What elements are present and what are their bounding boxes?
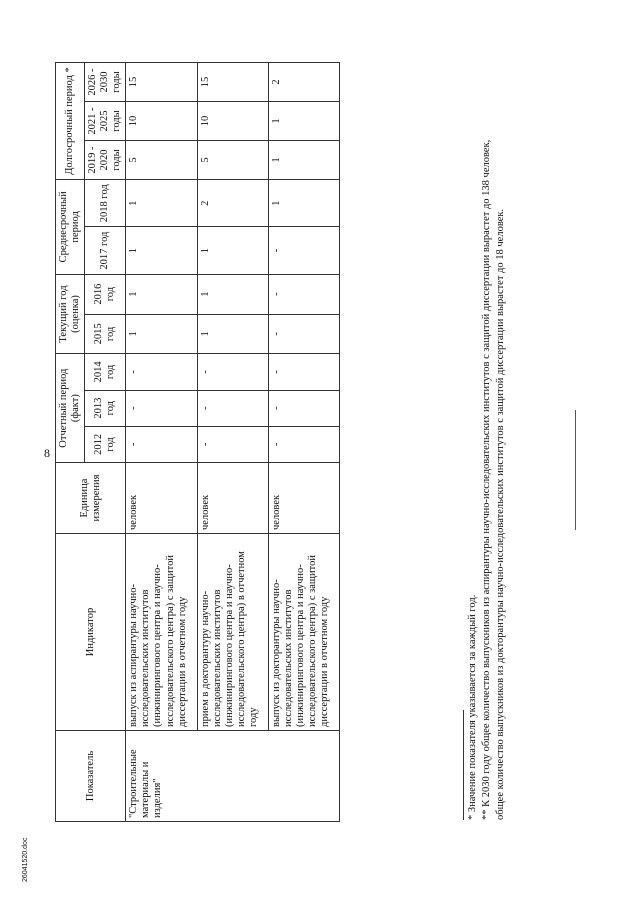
header-year: 2017 год <box>85 227 126 274</box>
value-cell: 1 <box>126 274 197 314</box>
value-cell: 2 <box>197 180 268 227</box>
indicator-cell: выпуск из докторантуры научно-исследовательских институтов (инжинирингового центра и научно-исследовательского центра) с защитой диссертации в отчетном году <box>268 534 339 731</box>
footnote-3: общее количество выпускников из докторантуры научно-исследовательских институтов с защитой диссертации вырастет до 18 человек. <box>495 208 506 820</box>
value-cell: - <box>197 354 268 390</box>
header-year: 2012 год <box>85 426 126 462</box>
header-group-current: Текущий год (оценка) <box>56 274 85 354</box>
table-row <box>197 63 268 822</box>
header-year: 2021 - 2025 годы <box>85 102 126 141</box>
table-row <box>268 63 339 822</box>
header-indikator: Индикатор <box>56 534 126 731</box>
header-year: 2014 год <box>85 354 126 390</box>
table-row <box>126 63 197 822</box>
header-year: 2015 год <box>85 314 126 354</box>
value-cell: 1 <box>197 314 268 354</box>
value-cell: - <box>197 426 268 462</box>
header-group-long: Долгосрочный период * <box>56 63 85 180</box>
value-cell: 1 <box>197 227 268 274</box>
header-year: 2019 - 2020 годы <box>85 141 126 180</box>
value-cell: - <box>197 390 268 426</box>
margin-line <box>575 410 576 530</box>
value-cell: - <box>268 426 339 462</box>
value-cell: 10 <box>126 102 197 141</box>
header-year: 2016 год <box>85 274 126 314</box>
header-group-report: Отчетный период (факт) <box>56 354 85 463</box>
unit-cell: человек <box>197 463 268 534</box>
footnote-1: * Значение показателя указывается за каждый год. <box>467 594 478 820</box>
value-cell: 1 <box>268 102 339 141</box>
unit-cell: человек <box>268 463 339 534</box>
value-cell: - <box>268 390 339 426</box>
value-cell: 15 <box>126 63 197 102</box>
page-number: 8 <box>44 446 50 460</box>
header-year: 2026 - 2030 годы <box>85 63 126 102</box>
indicator-cell: выпуск из аспирантуры научно-исследовательских институтов (инжинирингового центра и научно-исследовательского центра) с защитой диссертации в отчетном году <box>126 534 197 731</box>
header-unit: Единица измерения <box>56 463 126 534</box>
value-cell: 15 <box>197 63 268 102</box>
footnote-divider <box>463 710 464 820</box>
value-cell: 1 <box>126 314 197 354</box>
value-cell: 2 <box>268 63 339 102</box>
value-cell: - <box>126 390 197 426</box>
value-cell: 1 <box>268 141 339 180</box>
rotated-table-sheet <box>55 0 535 850</box>
value-cell: - <box>268 314 339 354</box>
indicator-cell: прием в докторантуру научно-исследовательских институтов (инжинирингового центра и научно-исследовательского центра) в отчетном году <box>197 534 268 731</box>
header-pokazatel: Показатель <box>56 731 126 822</box>
value-cell: 1 <box>268 180 339 227</box>
header-year: 2013 год <box>85 390 126 426</box>
value-cell: - <box>126 426 197 462</box>
value-cell: 1 <box>126 227 197 274</box>
header-year: 2018 год <box>85 180 126 227</box>
value-cell: 1 <box>126 180 197 227</box>
value-cell: - <box>268 227 339 274</box>
file-code: 26041520.doc <box>22 837 29 882</box>
footnote-2: ** К 2030 году общее количество выпускников из аспирантуры научно-исследовательских институтов с защитой диссертации вырастет до 138 человек, <box>481 139 492 820</box>
value-cell: 10 <box>197 102 268 141</box>
value-cell: 5 <box>197 141 268 180</box>
pokazatel-cell: "Строительные материалы и изделия" <box>126 731 340 822</box>
value-cell: 1 <box>197 274 268 314</box>
value-cell: - <box>126 354 197 390</box>
header-group-mid: Среднесрочный период <box>56 180 85 275</box>
value-cell: 5 <box>126 141 197 180</box>
value-cell: - <box>268 354 339 390</box>
value-cell: - <box>268 274 339 314</box>
indicators-table <box>55 62 340 822</box>
unit-cell: человек <box>126 463 197 534</box>
